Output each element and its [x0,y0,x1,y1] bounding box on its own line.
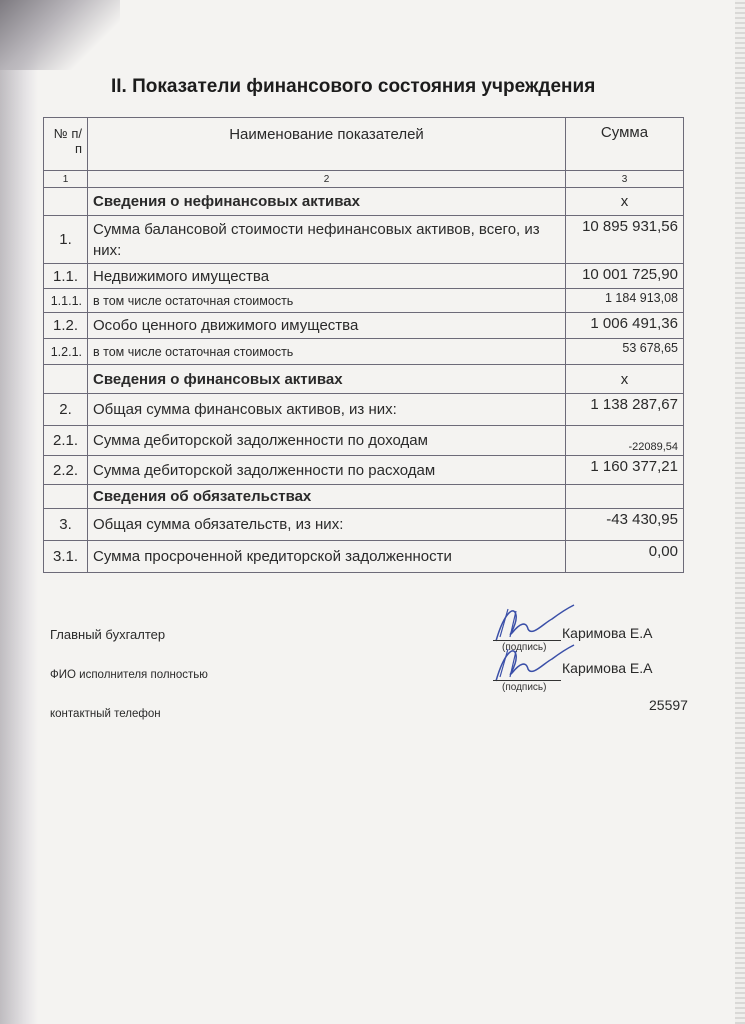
row-name: Сумма дебиторской задолженности по расходам [88,456,566,485]
executor-name: Каримова Е.А [562,660,653,676]
row-name: Общая сумма обязательств, из них: [88,509,566,541]
row-sum: -22089,54 [566,426,684,456]
row-number: 3.1. [44,541,88,573]
row-sum: 1 006 491,36 [566,313,684,339]
row-name: Сумма балансовой стоимости нефинансовых активов, всего, из них: [88,216,566,264]
scan-left-edge [0,0,38,1024]
table-row [44,289,684,313]
phone-label: контактный телефон [50,708,161,720]
executor-label: ФИО исполнителя полностью [50,669,208,681]
index-2: 2 [88,171,566,188]
section-row [44,485,684,509]
table-header-row [44,118,684,171]
index-row [44,171,684,188]
financial-indicators-table [43,117,684,573]
row-sum: -43 430,95 [566,509,684,541]
row-name: Сумма просроченной кредиторской задолженности [88,541,566,573]
signature-line [493,640,561,641]
page-title: II. Показатели финансового состояния учреждения [111,76,596,97]
row-sum: 0,00 [566,541,684,573]
row-name: в том числе остаточная стоимость [88,289,566,313]
row-sum: х [566,188,684,216]
section-row [44,188,684,216]
row-name: Общая сумма финансовых активов, из них: [88,394,566,426]
row-number: 3. [44,509,88,541]
row-number: 1.1. [44,264,88,289]
index-1: 1 [44,171,88,188]
index-3: 3 [566,171,684,188]
signature-caption: (подпись) [502,642,547,653]
table-row [44,394,684,426]
row-number: 2.2. [44,456,88,485]
signature-line [493,680,561,681]
header-number: № п/п [44,118,88,171]
table-row [44,264,684,289]
row-sum: 1 184 913,08 [566,289,684,313]
row-sum: 10 895 931,56 [566,216,684,264]
row-number: 2. [44,394,88,426]
table-row [44,456,684,485]
chief-accountant-name: Каримова Е.А [562,625,653,641]
table-row [44,509,684,541]
row-sum: х [566,365,684,394]
row-number: 2.1. [44,426,88,456]
table-row [44,426,684,456]
table-row [44,339,684,365]
section-title: Сведения о нефинансовых активах [88,188,566,216]
row-sum: 1 138 287,67 [566,394,684,426]
row-number: 1.2. [44,313,88,339]
row-number: 1.1.1. [44,289,88,313]
row-number [44,188,88,216]
row-sum: 1 160 377,21 [566,456,684,485]
table-row [44,313,684,339]
section-row [44,365,684,394]
folded-corner [0,0,120,70]
row-name: Недвижимого имущества [88,264,566,289]
row-name: Особо ценного движимого имущества [88,313,566,339]
row-sum [566,485,684,509]
row-name: в том числе остаточная стоимость [88,339,566,365]
table-row [44,541,684,573]
header-name: Наименование показателей [88,118,566,171]
section-title: Сведения об обязательствах [88,485,566,509]
chief-accountant-label: Главный бухгалтер [50,627,166,642]
phone-number: 25597 [649,697,688,713]
row-number [44,485,88,509]
header-sum: Сумма [566,118,684,171]
row-number: 1.2.1. [44,339,88,365]
signature-caption: (подпись) [502,682,547,693]
row-sum: 10 001 725,90 [566,264,684,289]
section-title: Сведения о финансовых активах [88,365,566,394]
row-sum: 53 678,65 [566,339,684,365]
table-row [44,216,684,264]
scan-right-edge [735,0,745,1024]
row-number [44,365,88,394]
row-name: Сумма дебиторской задолженности по доходам [88,426,566,456]
row-number: 1. [44,216,88,264]
